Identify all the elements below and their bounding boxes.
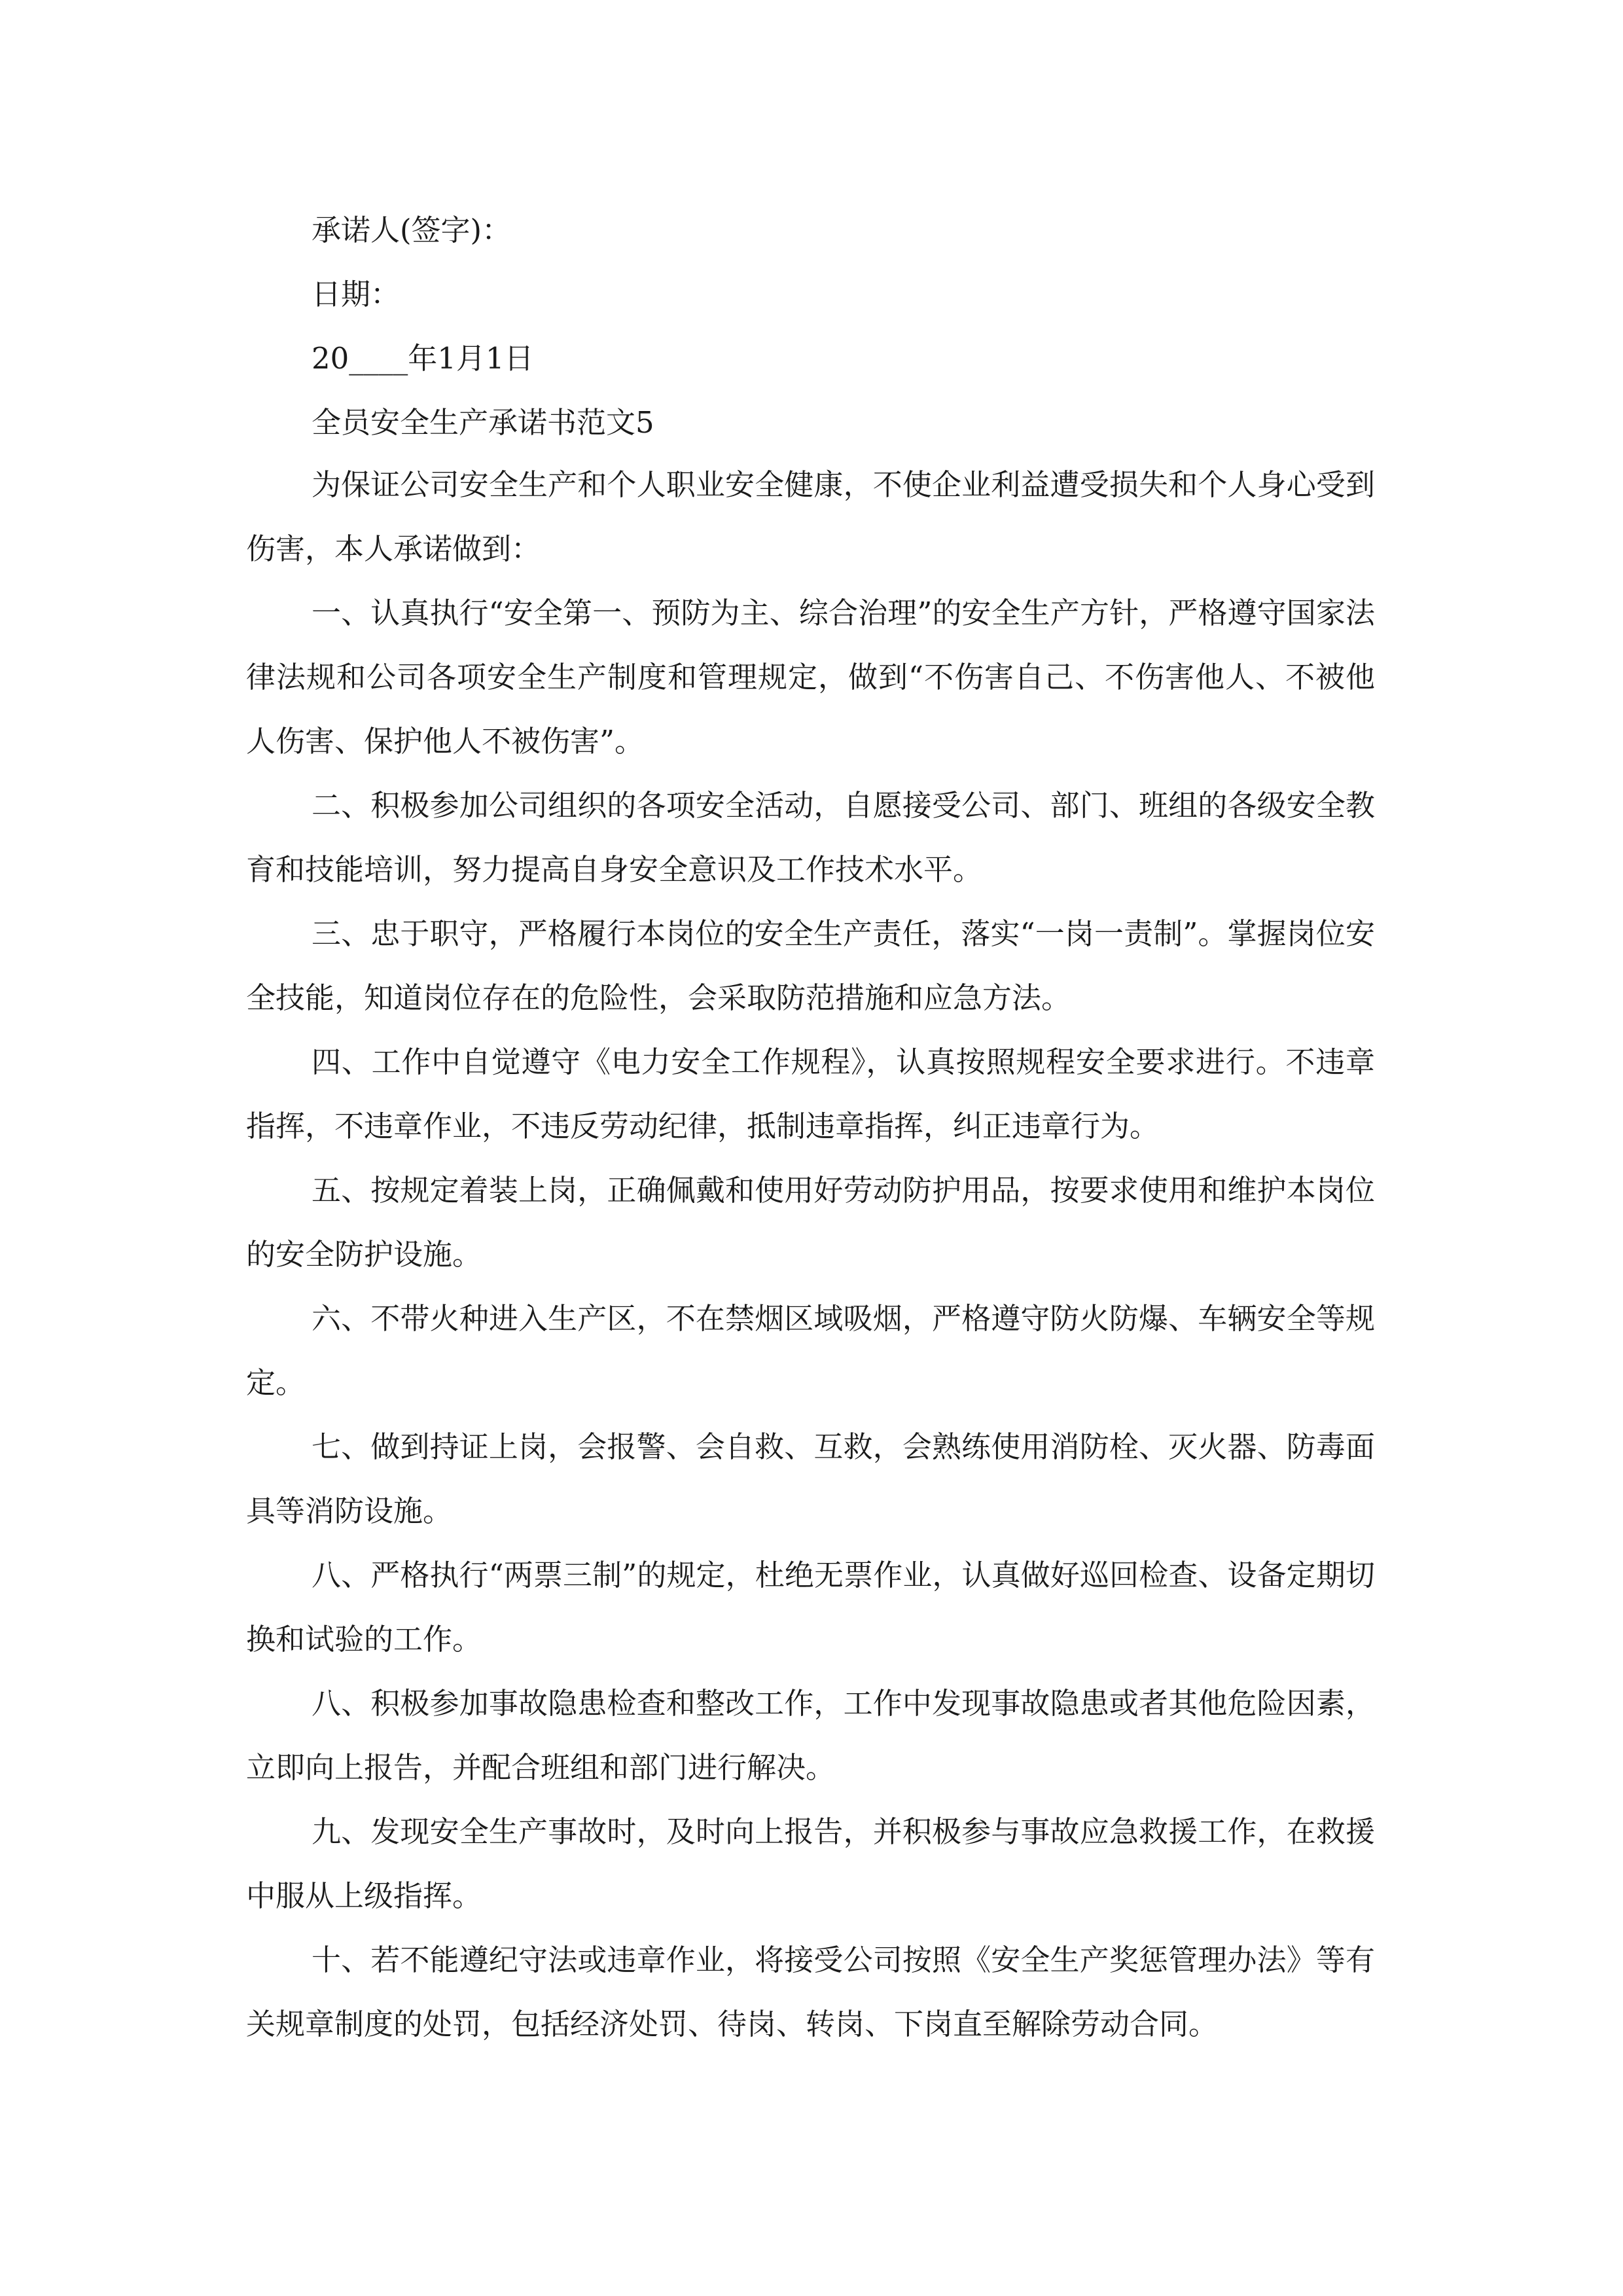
paragraph-1: 一、认真执行“安全第一、预防为主、综合治理”的安全生产方针，严格遵守国家法律法规和公司各项安全生产制度和管理规定，做到“不伤害自己、不伤害他人、不被他人伤害、保护他人不被伤害”。 [246,596,1375,759]
date-label: 日期： [312,277,401,312]
paragraph-8a: 八、严格执行“两票三制”的规定，杜绝无票作业，认真做好巡回检查、设备定期切换和试验的工作。 [246,1558,1375,1657]
paragraph-intro: 为保证公司安全生产和个人职业安全健康，不使企业利益遭受损失和个人身心受到伤害，本人承诺做到： [246,467,1375,566]
paragraph-8b: 八、积极参加事故隐患检查和整改工作，工作中发现事故隐患或者其他危险因素，立即向上报告，并配合班组和部门进行解决。 [246,1686,1375,1785]
paragraph-5: 五、按规定着装上岗，正确佩戴和使用好劳动防护用品，按要求使用和维护本岗位的安全防护设施。 [246,1173,1375,1272]
date-value: 20____年1月1日 [312,341,534,376]
paragraph-3: 三、忠于职守，严格履行本岗位的安全生产责任，落实“一岗一责制”。掌握岗位安全技能，知道岗位存在的危险性，会采取防范措施和应急方法。 [246,916,1375,1015]
paragraph-2: 二、积极参加公司组织的各项安全活动，自愿接受公司、部门、班组的各级安全教育和技能培训，努力提高自身安全意识及工作技术水平。 [246,788,1375,887]
paragraph-4: 四、工作中自觉遵守《电力安全工作规程》，认真按照规程安全要求进行。不违章指挥，不违章作业，不违反劳动纪律，抵制违章指挥，纠正违章行为。 [246,1045,1375,1143]
paragraph-9: 九、发现安全生产事故时，及时向上报告，并积极参与事故应急救援工作，在救援中服从上级指挥。 [246,1814,1375,1913]
paragraph-10: 十、若不能遵纪守法或违章作业，将接受公司按照《安全生产奖惩管理办法》等有关规章制度的处罚，包括经济处罚、待岗、转岗、下岗直至解除劳动合同。 [246,1943,1375,2041]
section-title: 全员安全生产承诺书范文5 [312,405,654,440]
signer-line: 承诺人(签字)： [312,213,512,247]
paragraph-6: 六、不带火种进入生产区，不在禁烟区域吸烟，严格遵守防火防爆、车辆安全等规定。 [246,1301,1375,1400]
paragraph-7: 七、做到持证上岗，会报警、会自救、互救，会熟练使用消防栓、灭火器、防毒面具等消防设施。 [246,1429,1375,1528]
